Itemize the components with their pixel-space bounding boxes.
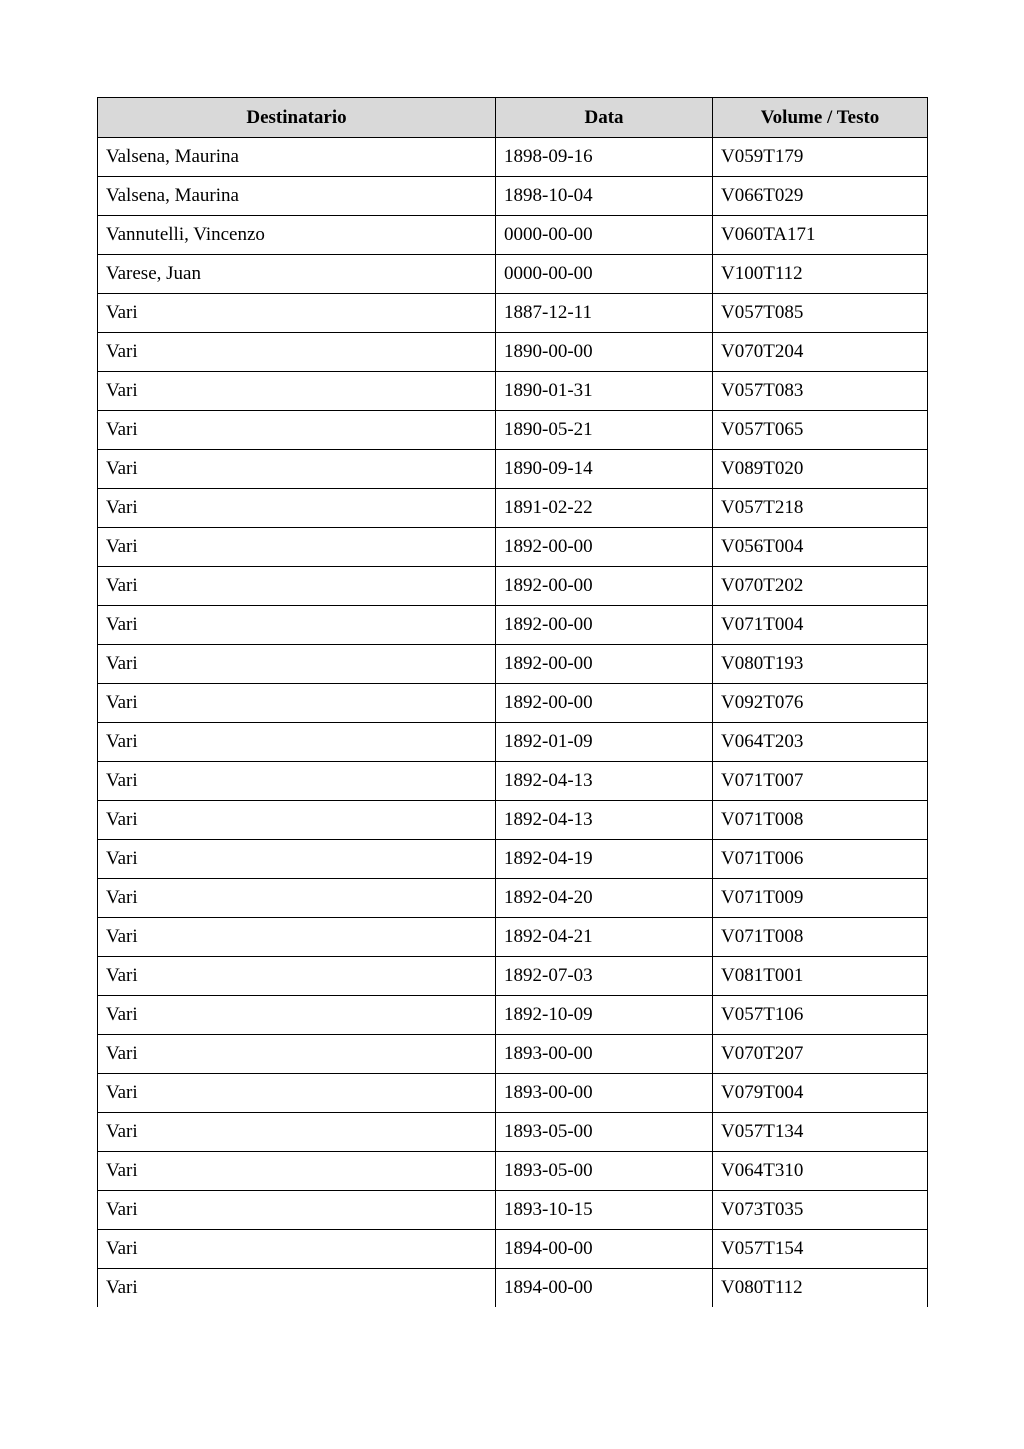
cell-data: 1892-04-21 <box>496 918 713 957</box>
cell-volume-testo: V071T009 <box>713 879 928 918</box>
table-row <box>98 138 928 177</box>
cell-data: 1892-07-03 <box>496 957 713 996</box>
cell-destinatario: Vari <box>98 840 496 879</box>
cell-data: 1890-00-00 <box>496 333 713 372</box>
cell-data: 1893-00-00 <box>496 1074 713 1113</box>
cell-data: 1893-05-00 <box>496 1152 713 1191</box>
table-row <box>98 177 928 216</box>
cell-destinatario: Vari <box>98 567 496 606</box>
cell-destinatario: Vari <box>98 1074 496 1113</box>
cell-destinatario: Vari <box>98 996 496 1035</box>
table-header-row <box>98 98 928 138</box>
cell-volume-testo: V073T035 <box>713 1191 928 1230</box>
cell-volume-testo: V070T204 <box>713 333 928 372</box>
cell-destinatario: Vari <box>98 645 496 684</box>
table-row <box>98 333 928 372</box>
table-row <box>98 801 928 840</box>
cell-volume-testo: V100T112 <box>713 255 928 294</box>
cell-data: 1898-10-04 <box>496 177 713 216</box>
cell-destinatario: Vari <box>98 1230 496 1269</box>
cell-destinatario: Vari <box>98 294 496 333</box>
cell-data: 1892-04-20 <box>496 879 713 918</box>
cell-volume-testo: V066T029 <box>713 177 928 216</box>
cell-volume-testo: V071T006 <box>713 840 928 879</box>
table-row <box>98 1074 928 1113</box>
cell-data: 1892-00-00 <box>496 684 713 723</box>
cell-volume-testo: V071T008 <box>713 918 928 957</box>
cell-volume-testo: V064T310 <box>713 1152 928 1191</box>
table-row <box>98 1152 928 1191</box>
table-row <box>98 1230 928 1269</box>
cell-destinatario: Vari <box>98 1191 496 1230</box>
cell-destinatario: Vari <box>98 879 496 918</box>
cell-data: 1893-05-00 <box>496 1113 713 1152</box>
table-row <box>98 879 928 918</box>
table-body <box>98 138 928 1308</box>
column-header-volume-testo: Volume / Testo <box>713 98 928 138</box>
cell-destinatario: Vari <box>98 918 496 957</box>
cell-volume-testo: V059T179 <box>713 138 928 177</box>
cell-volume-testo: V057T083 <box>713 372 928 411</box>
cell-data: 1892-04-13 <box>496 762 713 801</box>
cell-data: 1892-04-13 <box>496 801 713 840</box>
cell-destinatario: Vari <box>98 1113 496 1152</box>
table-row <box>98 606 928 645</box>
cell-volume-testo: V092T076 <box>713 684 928 723</box>
cell-destinatario: Vari <box>98 723 496 762</box>
cell-destinatario: Vari <box>98 762 496 801</box>
table-row <box>98 528 928 567</box>
table-row <box>98 489 928 528</box>
cell-destinatario: Vari <box>98 957 496 996</box>
cell-volume-testo: V079T004 <box>713 1074 928 1113</box>
cell-volume-testo: V060TA171 <box>713 216 928 255</box>
cell-data: 1892-00-00 <box>496 528 713 567</box>
cell-data: 1891-02-22 <box>496 489 713 528</box>
cell-destinatario: Vari <box>98 528 496 567</box>
table-row <box>98 723 928 762</box>
cell-data: 1890-05-21 <box>496 411 713 450</box>
cell-destinatario: Vari <box>98 606 496 645</box>
column-header-destinatario: Destinatario <box>98 98 496 138</box>
table-row <box>98 411 928 450</box>
cell-destinatario: Vari <box>98 450 496 489</box>
cell-data: 0000-00-00 <box>496 216 713 255</box>
cell-volume-testo: V057T085 <box>713 294 928 333</box>
cell-destinatario: Valsena, Maurina <box>98 138 496 177</box>
table-row <box>98 645 928 684</box>
cell-data: 1887-12-11 <box>496 294 713 333</box>
cell-data: 1892-00-00 <box>496 645 713 684</box>
cell-volume-testo: V071T004 <box>713 606 928 645</box>
cell-destinatario: Vari <box>98 411 496 450</box>
table-row <box>98 957 928 996</box>
table-row <box>98 216 928 255</box>
cell-destinatario: Vannutelli, Vincenzo <box>98 216 496 255</box>
table-row <box>98 1191 928 1230</box>
cell-destinatario: Vari <box>98 333 496 372</box>
table-row <box>98 762 928 801</box>
cell-volume-testo: V057T065 <box>713 411 928 450</box>
cell-data: 1894-00-00 <box>496 1230 713 1269</box>
cell-volume-testo: V089T020 <box>713 450 928 489</box>
cell-data: 1892-01-09 <box>496 723 713 762</box>
table-row <box>98 684 928 723</box>
cell-volume-testo: V070T202 <box>713 567 928 606</box>
cell-volume-testo: V071T008 <box>713 801 928 840</box>
cell-destinatario: Vari <box>98 684 496 723</box>
cell-volume-testo: V057T218 <box>713 489 928 528</box>
cell-destinatario: Vari <box>98 489 496 528</box>
cell-data: 1898-09-16 <box>496 138 713 177</box>
table-row <box>98 255 928 294</box>
cell-destinatario: Vari <box>98 801 496 840</box>
cell-destinatario: Varese, Juan <box>98 255 496 294</box>
cell-volume-testo: V057T106 <box>713 996 928 1035</box>
cell-destinatario: Vari <box>98 1035 496 1074</box>
table-row <box>98 1113 928 1152</box>
cell-data: 1894-00-00 <box>496 1269 713 1308</box>
cell-volume-testo: V081T001 <box>713 957 928 996</box>
cell-data: 1892-04-19 <box>496 840 713 879</box>
table-row <box>98 372 928 411</box>
cell-volume-testo: V057T134 <box>713 1113 928 1152</box>
table-row <box>98 1035 928 1074</box>
table-row <box>98 996 928 1035</box>
cell-data: 1893-00-00 <box>496 1035 713 1074</box>
table-row <box>98 567 928 606</box>
cell-data: 1892-00-00 <box>496 567 713 606</box>
cell-destinatario: Vari <box>98 1152 496 1191</box>
cell-volume-testo: V057T154 <box>713 1230 928 1269</box>
cell-volume-testo: V080T193 <box>713 645 928 684</box>
cell-data: 1892-00-00 <box>496 606 713 645</box>
table-row <box>98 450 928 489</box>
letters-table <box>97 97 928 1307</box>
cell-destinatario: Vari <box>98 1269 496 1308</box>
cell-data: 0000-00-00 <box>496 255 713 294</box>
table-row <box>98 918 928 957</box>
cell-volume-testo: V056T004 <box>713 528 928 567</box>
cell-volume-testo: V064T203 <box>713 723 928 762</box>
cell-volume-testo: V070T207 <box>713 1035 928 1074</box>
table-row <box>98 840 928 879</box>
cell-destinatario: Vari <box>98 372 496 411</box>
cell-destinatario: Valsena, Maurina <box>98 177 496 216</box>
column-header-data: Data <box>496 98 713 138</box>
cell-volume-testo: V071T007 <box>713 762 928 801</box>
table-row <box>98 1269 928 1308</box>
cell-volume-testo: V080T112 <box>713 1269 928 1308</box>
cell-data: 1892-10-09 <box>496 996 713 1035</box>
table-row <box>98 294 928 333</box>
cell-data: 1890-01-31 <box>496 372 713 411</box>
cell-data: 1893-10-15 <box>496 1191 713 1230</box>
cell-data: 1890-09-14 <box>496 450 713 489</box>
